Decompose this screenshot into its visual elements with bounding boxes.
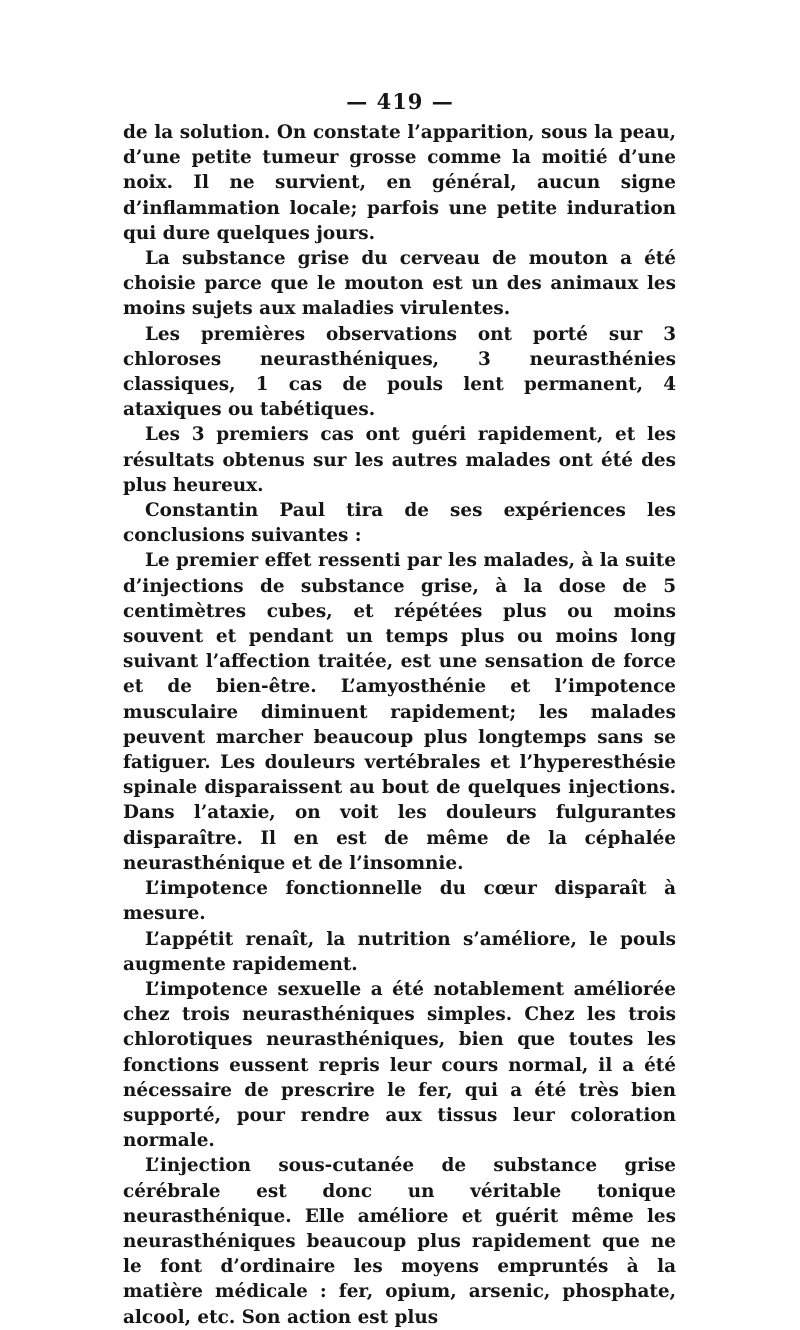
paragraph-continued: de la solution. On constate l’apparition, sous la peau, d’une petite tumeur grosse comme la moitié d’une noix. Il ne survient, en général, aucun signe d’inflammation locale; parfois une petite induration qui dure quelques jours. [123, 122, 676, 244]
paragraph: Constantin Paul tira de ses expériences les conclusions suivantes : [123, 500, 676, 547]
paragraph: L’appétit renaît, la nutrition s’améliore, le pouls augmente rapidement. [123, 928, 676, 975]
paragraph: Les premières observations ont porté sur 3 chloroses neurasthéniques, 3 neurasthénies classiques, 1 cas de pouls lent permanent, 4 ataxiques ou tabétiques. [123, 323, 676, 421]
paragraph: Les 3 premiers cas ont guéri rapidement, et les résultats obtenus sur les autres malades ont été des plus heureux. [123, 424, 676, 496]
paragraph: L’impotence fonctionnelle du cœur disparaît à mesure. [123, 878, 676, 925]
page-number: — 419 — [346, 89, 454, 114]
body-text [123, 120, 676, 1330]
paragraph: La substance grise du cerveau de mouton a été choisie parce que le mouton est un des animaux les moins sujets aux maladies virulentes. [123, 248, 676, 320]
paragraph: L’impotence sexuelle a été notablement améliorée chez trois neurasthéniques simples. Chez les trois chlorotiques neurasthéniques, bien que toutes les fonctions eussent repris leur cours normal, il a été nécessaire de prescrire le fer, qui a été très bien supporté, pour rendre aux tissus leur coloration normale. [123, 978, 676, 1152]
paragraph: Le premier effet ressenti par les malades, à la suite d’injections de substance grise, à la dose de 5 centimètres cubes, et répétées plus ou moins souvent et pendant un temps plus ou moins long suivant l’affection traitée, est une sensation de force et de bien-être. L’amyosthénie et l’impotence musculaire diminuent rapidement; les malades peuvent marcher beaucoup plus longtemps sans se fatiguer. Les douleurs vertébrales et l’hyperesthésie spinale disparaissent au bout de quelques injections. Dans l’ataxie, on voit les douleurs fulgurantes disparaître. Il en est de même de la céphalée neurasthénique et de l’insomnie. [123, 550, 676, 874]
paragraph: L’injection sous-cutanée de substance grise cérébrale est donc un véritable tonique neurasthénique. Elle améliore et guérit même les neurasthéniques beaucoup plus rapidement que ne le font d’ordinaire les moyens empruntés à la matière médicale : fer, opium, arsenic, phosphate, alcool, etc. Son action est plus [123, 1155, 676, 1328]
